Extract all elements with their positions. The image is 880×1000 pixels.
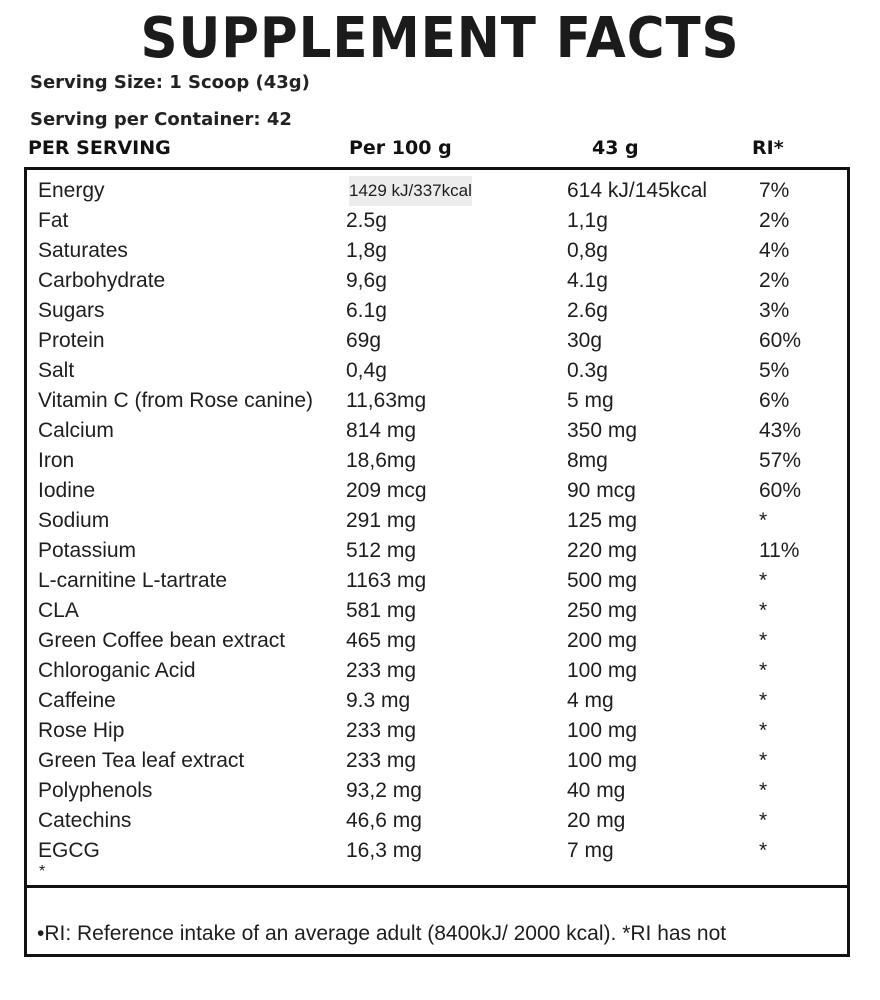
ri-value: *	[759, 509, 768, 532]
ri-value: 3%	[759, 299, 790, 322]
nutrient-name: Rose Hip	[38, 719, 125, 742]
table-row	[27, 776, 847, 806]
nutrient-name: Polyphenols	[38, 779, 153, 802]
table-row	[27, 506, 847, 536]
per-100g-value: 2.5g	[346, 209, 387, 232]
nutrient-name: Protein	[38, 329, 105, 352]
nutrient-name: Iodine	[38, 479, 96, 502]
nutrient-name: Potassium	[38, 539, 137, 562]
table-row	[27, 656, 847, 686]
per-100g-value: 9.3 mg	[346, 689, 411, 712]
nutrient-name: Energy	[38, 179, 105, 202]
ri-value: 6%	[759, 389, 790, 412]
table-row	[27, 446, 847, 476]
nutrient-name: Carbohydrate	[38, 269, 166, 292]
ri-value: 11%	[759, 539, 800, 562]
per-100g-value: 233 mg	[346, 719, 417, 742]
nutrient-name: L-carnitine L-tartrate	[38, 569, 228, 592]
table-row	[27, 416, 847, 446]
nutrient-name: Sugars	[38, 299, 105, 322]
per-serving-value: 500 mg	[567, 569, 638, 592]
table-row	[27, 716, 847, 746]
serving-size: Serving Size: 1 Scoop (43g)	[30, 72, 310, 93]
ri-value: *	[759, 629, 768, 652]
per-serving-value: 4.1g	[567, 269, 608, 292]
column-header-per-100g: Per 100 g	[349, 137, 452, 159]
per-100g-value: 814 mg	[346, 419, 417, 442]
ri-value: *	[759, 749, 768, 772]
table-row	[27, 596, 847, 626]
nutrient-name: Caffeine	[38, 689, 116, 712]
per-serving-value: 40 mg	[567, 779, 626, 802]
per-serving-value: 4 mg	[567, 689, 614, 712]
ri-value: 57%	[759, 449, 802, 472]
table-divider	[27, 885, 847, 888]
nutrient-name: Sodium	[38, 509, 110, 532]
per-serving-value: 350 mg	[567, 419, 638, 442]
reference-intake-note: •RI: Reference intake of an average adult (8400kJ/ 2000 kcal). *RI has not	[37, 922, 727, 945]
per-100g-value: 233 mg	[346, 659, 417, 682]
per-100g-value: 46,6 mg	[346, 809, 422, 832]
table-row	[27, 836, 847, 866]
per-100g-value: 18,6mg	[346, 449, 417, 472]
table-row	[27, 536, 847, 566]
nutrient-name: Green Coffee bean extract	[38, 629, 286, 652]
per-serving-value: 100 mg	[567, 749, 638, 772]
nutrient-name: CLA	[38, 599, 79, 622]
per-100g-value: 16,3 mg	[346, 839, 422, 862]
per-serving-value: 250 mg	[567, 599, 638, 622]
table-row	[27, 566, 847, 596]
table-row	[27, 326, 847, 356]
ri-value: 4%	[759, 239, 790, 262]
ri-value: 60%	[759, 329, 802, 352]
nutrient-name: Iron	[38, 449, 75, 472]
nutrient-name: Calcium	[38, 419, 114, 442]
nutrient-name: Saturates	[38, 239, 128, 262]
table-row	[27, 386, 847, 416]
nutrition-rows	[27, 176, 847, 866]
ri-value: 2%	[759, 269, 790, 292]
nutrient-name: Vitamin C (from Rose canine)	[38, 389, 314, 412]
per-serving-value: 20 mg	[567, 809, 626, 832]
per-100g-value: 11,63mg	[346, 389, 427, 412]
ri-value: 60%	[759, 479, 802, 502]
serving-per-container: Serving per Container: 42	[30, 109, 292, 130]
ri-value: *	[759, 809, 768, 832]
ri-value: *	[759, 719, 768, 742]
per-100g-value: 93,2 mg	[346, 779, 422, 802]
ri-value: 5%	[759, 359, 790, 382]
per-serving-value: 90 mcg	[567, 479, 636, 502]
per-100g-value: 9,6g	[346, 269, 387, 292]
per-100g-value: 1,8g	[346, 239, 387, 262]
table-row	[27, 266, 847, 296]
per-serving-value: 2.6g	[567, 299, 608, 322]
per-serving-value: 30g	[567, 329, 603, 352]
ri-value: 43%	[759, 419, 802, 442]
nutrient-name: Fat	[38, 209, 69, 232]
ri-value: *	[759, 569, 768, 592]
per-100g-value: 6.1g	[346, 299, 387, 322]
label-title: SUPPLEMENT FACTS	[140, 6, 740, 71]
ri-value: *	[759, 599, 768, 622]
table-row	[27, 686, 847, 716]
nutrient-name: Salt	[38, 359, 75, 382]
nutrient-name: Catechins	[38, 809, 132, 832]
table-row	[27, 626, 847, 656]
per-100g-value: 512 mg	[346, 539, 417, 562]
table-row	[27, 296, 847, 326]
per-100g-value: 581 mg	[346, 599, 417, 622]
per-serving-value: 200 mg	[567, 629, 638, 652]
table-row	[27, 476, 847, 506]
per-serving-value: 8mg	[567, 449, 608, 472]
ri-value: 2%	[759, 209, 790, 232]
per-100g-value: 0,4g	[346, 359, 387, 382]
nutrient-name: Chloroganic Acid	[38, 659, 196, 682]
per-serving-value: 0,8g	[567, 239, 608, 262]
ri-value: *	[759, 779, 768, 802]
per-serving-value: 7 mg	[567, 839, 614, 862]
table-row	[27, 176, 847, 206]
per-serving-value: 125 mg	[567, 509, 638, 532]
per-100g-value: 69g	[346, 329, 382, 352]
column-header-43g: 43 g	[592, 137, 639, 159]
per-serving-value: 5 mg	[567, 389, 614, 412]
footnote-star: *	[39, 863, 46, 880]
per-serving-value: 100 mg	[567, 659, 638, 682]
per-100g-value: 209 mcg	[346, 479, 427, 502]
column-header-per-serving: PER SERVING	[28, 137, 171, 159]
table-row	[27, 236, 847, 266]
ri-value: *	[759, 839, 768, 862]
per-serving-value: 220 mg	[567, 539, 638, 562]
per-serving-value: 614 kJ/145kcal	[567, 179, 708, 202]
table-row	[27, 206, 847, 236]
column-header-ri: RI*	[752, 137, 784, 159]
ri-value: *	[759, 689, 768, 712]
per-100g-value: 1429 kJ/337kcal	[349, 176, 472, 206]
table-row	[27, 806, 847, 836]
nutrition-table	[24, 167, 850, 957]
per-100g-value: 465 mg	[346, 629, 417, 652]
ri-value: 7%	[759, 179, 790, 202]
table-row	[27, 746, 847, 776]
per-serving-value: 1,1g	[567, 209, 608, 232]
table-row	[27, 356, 847, 386]
per-serving-value: 0.3g	[567, 359, 608, 382]
per-100g-value: 291 mg	[346, 509, 417, 532]
per-100g-value: 233 mg	[346, 749, 417, 772]
nutrient-name: EGCG	[38, 839, 100, 862]
per-serving-value: 100 mg	[567, 719, 638, 742]
per-100g-value: 1163 mg	[346, 569, 427, 592]
ri-value: *	[759, 659, 768, 682]
nutrient-name: Green Tea leaf extract	[38, 749, 245, 772]
